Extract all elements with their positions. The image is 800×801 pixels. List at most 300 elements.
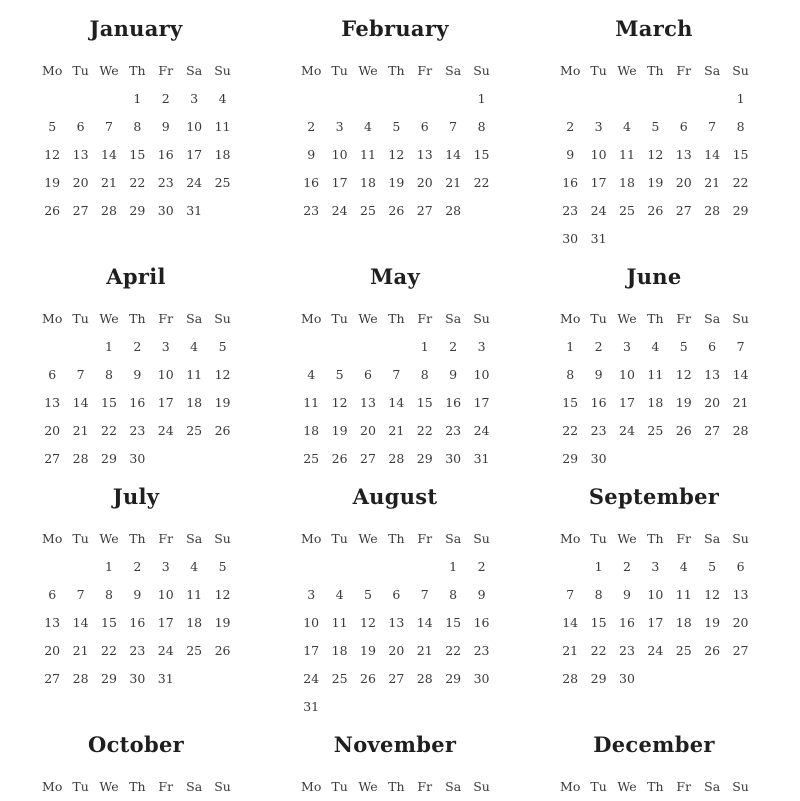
weekday-header: Th <box>388 779 405 794</box>
day-cell: 16 <box>473 615 490 630</box>
day-cell: 19 <box>675 395 692 410</box>
day-cell: 26 <box>388 203 405 218</box>
day-cell: 2 <box>449 339 458 354</box>
month-title: November <box>333 732 457 757</box>
day-cell: 11 <box>331 615 348 630</box>
weekday-header: We <box>99 779 119 794</box>
day-cell: 6 <box>708 339 717 354</box>
weekday-header: Mo <box>42 531 63 546</box>
month-november <box>297 730 493 801</box>
weekday-header: Su <box>732 779 749 794</box>
weekday-header: Su <box>214 531 231 546</box>
day-cell: 30 <box>445 451 462 466</box>
weekday-header: Sa <box>445 779 462 794</box>
day-cell: 24 <box>157 423 174 438</box>
day-cell: 5 <box>218 559 227 574</box>
day-cell: 9 <box>477 587 486 602</box>
day-cell: 4 <box>651 339 660 354</box>
month-title: September <box>588 484 720 509</box>
day-cell: 20 <box>675 175 692 190</box>
day-cell: 29 <box>590 671 607 686</box>
day-cell: 23 <box>303 203 320 218</box>
day-cell: 22 <box>101 643 117 658</box>
day-cell: 11 <box>214 119 231 134</box>
day-cell: 17 <box>331 175 348 190</box>
day-cell: 27 <box>44 451 61 466</box>
day-cell: 9 <box>566 147 575 162</box>
month-title: March <box>615 16 693 41</box>
weekday-header: Fr <box>417 311 433 326</box>
day-cell: 8 <box>566 367 575 382</box>
day-cell: 20 <box>44 643 61 658</box>
month-july <box>38 482 234 693</box>
day-cell: 16 <box>619 615 635 630</box>
day-cell: 21 <box>72 643 89 658</box>
day-cell: 7 <box>736 339 745 354</box>
day-cell: 9 <box>161 119 170 134</box>
day-cell: 13 <box>416 147 433 162</box>
day-cell: 29 <box>129 203 146 218</box>
day-cell: 10 <box>590 147 607 162</box>
day-cell: 17 <box>157 615 174 630</box>
day-cell: 17 <box>157 395 174 410</box>
day-cell: 20 <box>732 615 749 630</box>
day-cell: 1 <box>449 559 458 574</box>
day-cell: 27 <box>732 643 749 658</box>
day-cell: 8 <box>736 119 745 134</box>
month-title: August <box>352 484 438 509</box>
day-cell: 26 <box>360 671 376 686</box>
day-cell: 7 <box>566 587 575 602</box>
day-cell: 31 <box>473 451 490 466</box>
day-cell: 24 <box>473 423 490 438</box>
day-cell: 22 <box>590 643 607 658</box>
day-cell: 7 <box>76 367 85 382</box>
month-grid <box>556 44 752 253</box>
day-cell: 20 <box>44 423 61 438</box>
day-cell: 27 <box>704 423 721 438</box>
day-cell: 8 <box>133 119 142 134</box>
day-cell: 1 <box>133 91 142 106</box>
month-august <box>297 482 493 721</box>
day-cell: 28 <box>101 203 117 218</box>
weekday-header: Sa <box>186 531 203 546</box>
day-cell: 27 <box>44 671 61 686</box>
day-cell: 16 <box>303 175 320 190</box>
day-cell: 12 <box>214 367 231 382</box>
day-cell: 2 <box>161 91 170 106</box>
weekday-header: Fr <box>676 531 692 546</box>
day-cell: 2 <box>133 559 142 574</box>
weekday-header: Sa <box>704 63 721 78</box>
day-cell: 18 <box>675 615 692 630</box>
month-june <box>556 262 752 473</box>
weekday-header: Su <box>473 779 490 794</box>
weekday-header: Mo <box>301 311 322 326</box>
day-cell: 17 <box>619 395 635 410</box>
day-cell: 24 <box>157 643 174 658</box>
day-cell: 3 <box>594 119 603 134</box>
day-cell: 1 <box>594 559 603 574</box>
day-cell: 10 <box>647 587 664 602</box>
weekday-header: Tu <box>590 779 607 794</box>
weekday-header: Th <box>129 63 146 78</box>
weekday-header: Sa <box>445 63 462 78</box>
weekday-header: Su <box>473 531 490 546</box>
day-cell: 3 <box>307 587 316 602</box>
day-cell: 25 <box>647 423 664 438</box>
day-cell: 28 <box>445 203 462 218</box>
day-cell: 20 <box>72 175 89 190</box>
day-cell: 17 <box>590 175 607 190</box>
weekday-header: Th <box>647 779 664 794</box>
weekday-header: Th <box>129 531 146 546</box>
day-cell: 31 <box>186 203 203 218</box>
day-cell: 22 <box>732 175 749 190</box>
weekday-header: Mo <box>560 531 581 546</box>
day-cell: 6 <box>48 587 57 602</box>
day-cell: 8 <box>477 119 486 134</box>
day-cell: 29 <box>101 671 117 686</box>
day-cell: 16 <box>157 147 174 162</box>
month-january <box>38 14 234 225</box>
day-cell: 9 <box>133 367 142 382</box>
weekday-header: Sa <box>186 779 203 794</box>
day-cell: 20 <box>704 395 721 410</box>
day-cell: 28 <box>732 423 749 438</box>
day-cell: 14 <box>388 395 405 410</box>
day-cell: 15 <box>445 615 462 630</box>
day-cell: 2 <box>477 559 486 574</box>
day-cell: 30 <box>129 451 146 466</box>
day-cell: 4 <box>190 339 199 354</box>
weekday-header: Th <box>647 531 664 546</box>
day-cell: 24 <box>590 203 607 218</box>
day-cell: 13 <box>732 587 749 602</box>
weekday-header: Tu <box>590 531 607 546</box>
day-cell: 12 <box>388 147 405 162</box>
day-cell: 30 <box>473 671 490 686</box>
weekday-header: Fr <box>158 311 174 326</box>
day-cell: 23 <box>157 175 174 190</box>
day-cell: 25 <box>186 643 203 658</box>
day-cell: 5 <box>392 119 401 134</box>
day-cell: 14 <box>101 147 117 162</box>
weekday-header: Th <box>129 311 146 326</box>
day-cell: 21 <box>388 423 405 438</box>
day-cell: 4 <box>218 91 227 106</box>
day-cell: 5 <box>218 339 227 354</box>
weekday-header: Mo <box>42 63 63 78</box>
month-february <box>297 14 493 225</box>
day-cell: 23 <box>562 203 579 218</box>
day-cell: 20 <box>360 423 376 438</box>
day-cell: 24 <box>303 671 320 686</box>
day-cell: 2 <box>307 119 316 134</box>
day-cell: 18 <box>303 423 320 438</box>
day-cell: 14 <box>445 147 462 162</box>
weekday-header: Fr <box>676 63 692 78</box>
day-cell: 22 <box>473 175 490 190</box>
day-cell: 19 <box>44 175 61 190</box>
day-cell: 25 <box>675 643 692 658</box>
day-cell: 3 <box>190 91 199 106</box>
day-cell: 21 <box>445 175 462 190</box>
day-cell: 17 <box>186 147 203 162</box>
day-cell: 27 <box>388 671 405 686</box>
day-cell: 12 <box>360 615 376 630</box>
weekday-header: Fr <box>158 63 174 78</box>
day-cell: 25 <box>186 423 203 438</box>
weekday-header: Mo <box>560 63 581 78</box>
day-cell: 15 <box>101 615 117 630</box>
day-cell: 22 <box>129 175 146 190</box>
day-cell: 21 <box>416 643 433 658</box>
day-cell: 25 <box>360 203 376 218</box>
day-cell: 16 <box>590 395 607 410</box>
day-cell: 15 <box>473 147 490 162</box>
day-cell: 4 <box>307 367 316 382</box>
day-cell: 24 <box>331 203 348 218</box>
weekday-header: Tu <box>331 311 348 326</box>
day-cell: 3 <box>651 559 660 574</box>
day-cell: 14 <box>704 147 721 162</box>
day-cell: 19 <box>214 395 231 410</box>
weekday-header: Tu <box>72 779 89 794</box>
weekday-header: Sa <box>186 311 203 326</box>
month-grid <box>297 44 493 225</box>
day-cell: 18 <box>647 395 664 410</box>
day-cell: 6 <box>420 119 429 134</box>
day-cell: 29 <box>562 451 579 466</box>
day-cell: 1 <box>420 339 429 354</box>
day-cell: 22 <box>101 423 117 438</box>
day-cell: 17 <box>303 643 320 658</box>
weekday-header: We <box>617 311 637 326</box>
day-cell: 20 <box>416 175 433 190</box>
day-cell: 9 <box>449 367 458 382</box>
weekday-header: Fr <box>676 311 692 326</box>
day-cell: 29 <box>416 451 433 466</box>
day-cell: 14 <box>732 367 749 382</box>
day-cell: 1 <box>477 91 486 106</box>
day-cell: 10 <box>303 615 320 630</box>
day-cell: 24 <box>619 423 635 438</box>
weekday-header: Fr <box>158 779 174 794</box>
month-grid <box>38 760 234 801</box>
day-cell: 12 <box>44 147 61 162</box>
day-cell: 6 <box>679 119 688 134</box>
month-september <box>556 482 752 693</box>
day-cell: 3 <box>161 559 170 574</box>
day-cell: 4 <box>623 119 631 134</box>
weekday-header: Su <box>732 311 749 326</box>
weekday-header: Mo <box>560 311 581 326</box>
weekday-header: Sa <box>704 311 721 326</box>
weekday-header: We <box>99 531 119 546</box>
day-cell: 3 <box>623 339 631 354</box>
day-cell: 16 <box>445 395 462 410</box>
weekday-header: Tu <box>331 779 348 794</box>
month-grid <box>297 292 493 473</box>
month-title: April <box>106 264 166 289</box>
weekday-header: Mo <box>301 779 322 794</box>
day-cell: 28 <box>704 203 721 218</box>
day-cell: 21 <box>101 175 117 190</box>
day-cell: 19 <box>704 615 721 630</box>
day-cell: 28 <box>72 451 89 466</box>
day-cell: 2 <box>594 339 603 354</box>
day-cell: 5 <box>708 559 717 574</box>
day-cell: 21 <box>704 175 721 190</box>
day-cell: 9 <box>594 367 603 382</box>
day-cell: 31 <box>590 231 607 246</box>
weekday-header: We <box>617 63 637 78</box>
day-cell: 6 <box>76 119 85 134</box>
day-cell: 16 <box>562 175 579 190</box>
day-cell: 4 <box>335 587 344 602</box>
weekday-header: We <box>358 531 378 546</box>
month-title: January <box>89 16 183 41</box>
day-cell: 17 <box>647 615 664 630</box>
day-cell: 13 <box>675 147 692 162</box>
day-cell: 23 <box>445 423 462 438</box>
day-cell: 5 <box>679 339 688 354</box>
weekday-header: Su <box>732 63 749 78</box>
day-cell: 23 <box>590 423 607 438</box>
day-cell: 28 <box>562 671 579 686</box>
day-cell: 19 <box>647 175 664 190</box>
day-cell: 2 <box>566 119 575 134</box>
weekday-header: Th <box>388 63 405 78</box>
weekday-header: Fr <box>417 531 433 546</box>
day-cell: 11 <box>360 147 376 162</box>
weekday-header: Su <box>732 531 749 546</box>
day-cell: 10 <box>157 587 174 602</box>
day-cell: 10 <box>473 367 490 382</box>
day-cell: 7 <box>420 587 429 602</box>
day-cell: 20 <box>388 643 405 658</box>
day-cell: 17 <box>473 395 490 410</box>
weekday-header: Tu <box>590 63 607 78</box>
weekday-header: Th <box>388 531 405 546</box>
weekday-header: Sa <box>445 531 462 546</box>
day-cell: 5 <box>48 119 57 134</box>
day-cell: 30 <box>562 231 579 246</box>
weekday-header: Th <box>647 63 664 78</box>
day-cell: 4 <box>679 559 688 574</box>
day-cell: 11 <box>186 367 203 382</box>
day-cell: 13 <box>388 615 405 630</box>
day-cell: 27 <box>416 203 433 218</box>
day-cell: 15 <box>129 147 146 162</box>
weekday-header: Fr <box>417 779 433 794</box>
day-cell: 31 <box>157 671 174 686</box>
day-cell: 2 <box>623 559 631 574</box>
weekday-header: Su <box>214 779 231 794</box>
weekday-header: Sa <box>704 531 721 546</box>
day-cell: 29 <box>445 671 462 686</box>
day-cell: 5 <box>364 587 372 602</box>
day-cell: 24 <box>647 643 664 658</box>
day-cell: 18 <box>186 395 203 410</box>
day-cell: 6 <box>48 367 57 382</box>
day-cell: 3 <box>477 339 486 354</box>
day-cell: 12 <box>214 587 231 602</box>
month-grid <box>38 512 234 693</box>
weekday-header: We <box>617 531 637 546</box>
day-cell: 14 <box>562 615 579 630</box>
day-cell: 21 <box>562 643 579 658</box>
day-cell: 26 <box>675 423 692 438</box>
day-cell: 4 <box>364 119 372 134</box>
day-cell: 22 <box>416 423 433 438</box>
day-cell: 23 <box>473 643 490 658</box>
day-cell: 1 <box>736 91 745 106</box>
month-title: December <box>593 732 715 757</box>
day-cell: 10 <box>186 119 203 134</box>
day-cell: 26 <box>44 203 61 218</box>
day-cell: 28 <box>416 671 433 686</box>
day-cell: 9 <box>133 587 142 602</box>
month-grid <box>38 292 234 473</box>
day-cell: 16 <box>129 615 146 630</box>
month-october <box>38 730 234 801</box>
day-cell: 24 <box>186 175 203 190</box>
month-title: May <box>370 264 420 289</box>
day-cell: 13 <box>44 615 61 630</box>
weekday-header: We <box>617 779 637 794</box>
day-cell: 27 <box>360 451 376 466</box>
weekday-header: Tu <box>331 531 348 546</box>
day-cell: 30 <box>157 203 174 218</box>
day-cell: 25 <box>619 203 635 218</box>
weekday-header: Fr <box>158 531 174 546</box>
weekday-header: Tu <box>72 311 89 326</box>
day-cell: 15 <box>590 615 607 630</box>
day-cell: 8 <box>449 587 458 602</box>
day-cell: 15 <box>562 395 579 410</box>
day-cell: 13 <box>72 147 89 162</box>
day-cell: 2 <box>133 339 142 354</box>
day-cell: 3 <box>335 119 344 134</box>
day-cell: 23 <box>619 643 635 658</box>
day-cell: 12 <box>647 147 664 162</box>
day-cell: 25 <box>214 175 231 190</box>
day-cell: 23 <box>129 643 146 658</box>
month-december <box>556 730 752 801</box>
day-cell: 26 <box>214 423 231 438</box>
day-cell: 1 <box>566 339 575 354</box>
day-cell: 6 <box>364 367 372 382</box>
day-cell: 12 <box>331 395 348 410</box>
day-cell: 8 <box>420 367 429 382</box>
weekday-header: Tu <box>72 63 89 78</box>
day-cell: 30 <box>129 671 146 686</box>
day-cell: 23 <box>129 423 146 438</box>
day-cell: 18 <box>186 615 203 630</box>
weekday-header: Th <box>129 779 146 794</box>
month-title: July <box>112 484 160 509</box>
weekday-header: We <box>99 63 119 78</box>
weekday-header: We <box>358 311 378 326</box>
day-cell: 12 <box>675 367 692 382</box>
weekday-header: Tu <box>72 531 89 546</box>
day-cell: 12 <box>704 587 721 602</box>
day-cell: 11 <box>303 395 320 410</box>
day-cell: 26 <box>214 643 231 658</box>
weekday-header: Su <box>214 63 231 78</box>
